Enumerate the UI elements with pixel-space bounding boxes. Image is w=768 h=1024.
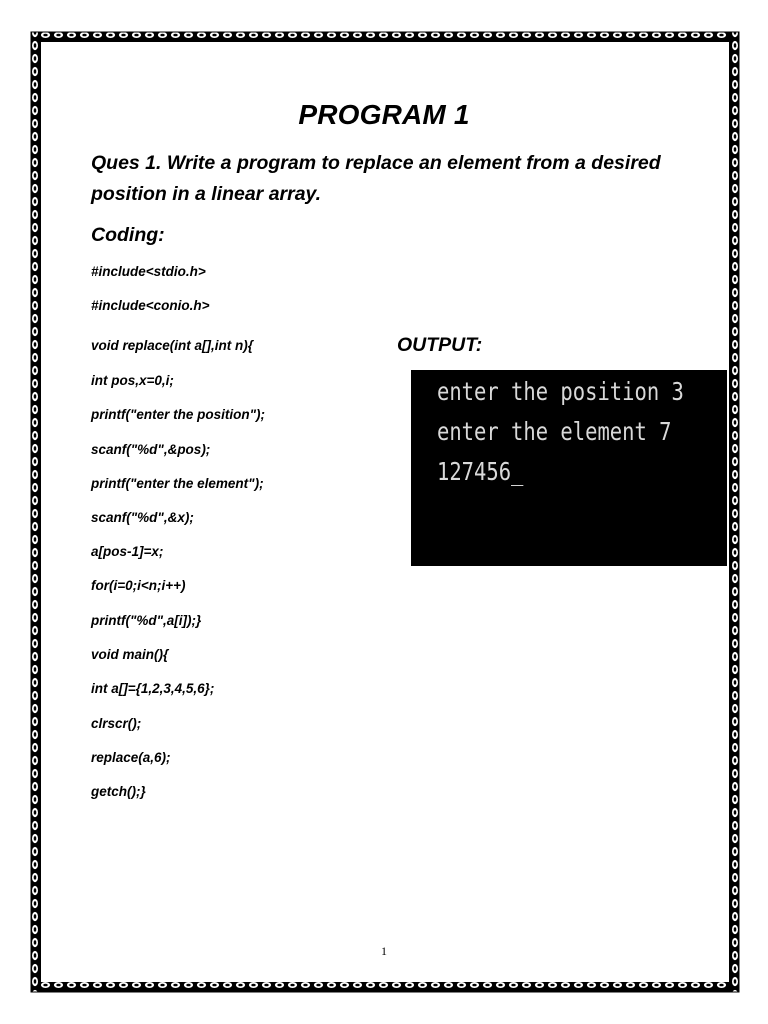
page-number: 1 (381, 944, 387, 958)
terminal-output-screenshot (411, 370, 727, 566)
code-line: #include<stdio.h> (91, 264, 206, 279)
code-line: int a[]={1,2,3,4,5,6}; (91, 681, 215, 696)
terminal-line: 127456_ (437, 457, 524, 486)
code-line: clrscr(); (91, 716, 142, 731)
code-line: printf("%d",a[i]);} (91, 613, 202, 628)
question-text: Ques 1. Write a program to replace an element from a desired position in a linear array. (91, 152, 661, 205)
code-line: printf("enter the element"); (91, 476, 264, 491)
code-line: #include<conio.h> (91, 298, 210, 313)
page-title: PROGRAM 1 (298, 99, 470, 130)
code-line: void main(){ (91, 647, 169, 662)
code-line: int pos,x=0,i; (91, 373, 174, 388)
terminal-line: enter the position 3 (437, 377, 684, 406)
coding-heading: Coding: (91, 224, 165, 246)
code-line: scanf("%d",&pos); (91, 442, 211, 457)
code-line: a[pos-1]=x; (91, 544, 164, 559)
code-line: for(i=0;i<n;i++) (91, 578, 186, 593)
output-label: OUTPUT: (397, 334, 483, 356)
terminal-line: enter the element 7 (437, 417, 672, 446)
code-line: void replace(int a[],int n){ (91, 338, 254, 353)
code-line: scanf("%d",&x); (91, 510, 194, 525)
code-line: replace(a,6); (91, 750, 171, 765)
code-line: printf("enter the position"); (91, 407, 266, 422)
code-line: getch();} (91, 784, 146, 799)
